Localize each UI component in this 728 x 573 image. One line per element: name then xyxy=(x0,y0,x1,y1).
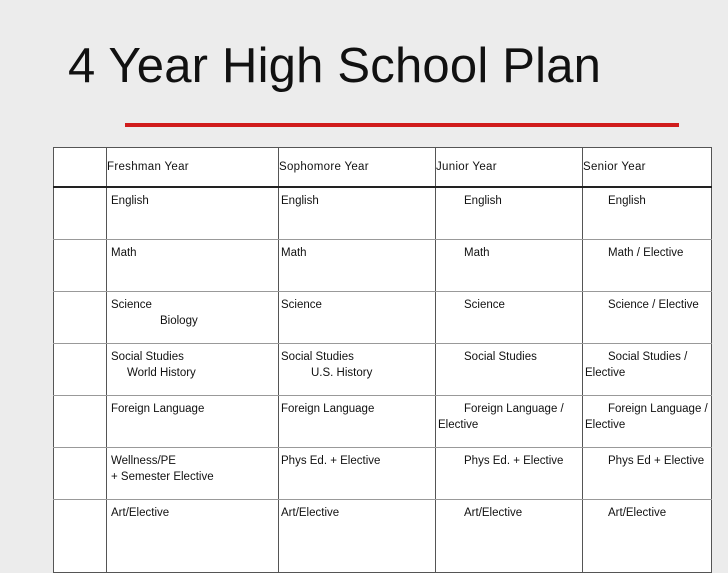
cell-text: Science xyxy=(111,299,152,311)
sophomore-cell xyxy=(279,292,436,344)
header-sophomore-year: Sophomore Year xyxy=(279,148,436,188)
sophomore-cell xyxy=(279,448,436,500)
title-underline xyxy=(125,123,679,127)
cell-text: Math xyxy=(281,247,307,259)
junior-cell xyxy=(436,344,583,396)
cell-text: English xyxy=(281,195,319,207)
table-row xyxy=(54,396,712,448)
freshman-cell xyxy=(107,240,279,292)
freshman-cell xyxy=(107,448,279,500)
row-spacer-cell xyxy=(54,344,107,396)
cell-text: Math xyxy=(111,247,137,259)
cell-text: Math xyxy=(464,247,490,259)
cell-text: Art/Elective xyxy=(464,507,523,519)
cell-subtext: Elective xyxy=(438,419,479,431)
cell-text: Wellness/PE xyxy=(111,455,176,467)
cell-subtext: World History xyxy=(127,367,196,379)
cell-text: Math / Elective xyxy=(608,247,684,259)
cell-text: Art/Elective xyxy=(281,507,340,519)
cell-text: Science xyxy=(464,299,505,311)
cell-text: Phys Ed. + Elective xyxy=(281,455,381,467)
cell-subtext: Elective xyxy=(585,367,626,379)
cell-subtext: + Semester Elective xyxy=(111,471,214,483)
sophomore-cell xyxy=(279,396,436,448)
junior-cell xyxy=(436,187,583,240)
cell-text: English xyxy=(608,195,646,207)
freshman-cell xyxy=(107,292,279,344)
freshman-cell xyxy=(107,344,279,396)
row-spacer-cell xyxy=(54,292,107,344)
table-header-row xyxy=(54,148,712,188)
cell-subtext: Biology xyxy=(160,315,198,327)
header-freshman-year: Freshman Year xyxy=(107,148,279,188)
header-junior-year: Junior Year xyxy=(436,148,583,188)
junior-cell xyxy=(436,448,583,500)
cell-text: Social Studies xyxy=(111,351,184,363)
cell-text: Phys Ed. + Elective xyxy=(464,455,564,467)
cell-text: Science / Elective xyxy=(608,299,699,311)
senior-cell xyxy=(583,187,712,240)
sophomore-cell xyxy=(279,240,436,292)
sophomore-cell xyxy=(279,187,436,240)
cell-text: Foreign Language xyxy=(281,403,375,415)
table-row xyxy=(54,240,712,292)
table-row xyxy=(54,344,712,396)
cell-text: English xyxy=(464,195,502,207)
cell-text: Art/Elective xyxy=(608,507,667,519)
freshman-cell xyxy=(107,500,279,573)
senior-cell xyxy=(583,292,712,344)
table-row xyxy=(54,292,712,344)
table-row xyxy=(54,187,712,240)
cell-text: Foreign Language / xyxy=(608,403,708,415)
cell-text: English xyxy=(111,195,149,207)
freshman-cell xyxy=(107,396,279,448)
cell-text: Social Studies / xyxy=(608,351,688,363)
row-label-spacer xyxy=(54,148,107,188)
freshman-cell xyxy=(107,187,279,240)
cell-text: Foreign Language xyxy=(111,403,205,415)
page-title: 4 Year High School Plan xyxy=(68,39,602,93)
senior-cell xyxy=(583,344,712,396)
junior-cell xyxy=(436,292,583,344)
cell-text: Social Studies xyxy=(464,351,537,363)
cell-text: Art/Elective xyxy=(111,507,170,519)
junior-cell xyxy=(436,500,583,573)
row-spacer-cell xyxy=(54,240,107,292)
junior-cell xyxy=(436,396,583,448)
cell-text: Social Studies xyxy=(281,351,354,363)
table-row xyxy=(54,500,712,573)
table-row xyxy=(54,448,712,500)
senior-cell xyxy=(583,448,712,500)
cell-text: Phys Ed + Elective xyxy=(608,455,705,467)
row-spacer-cell xyxy=(54,500,107,573)
senior-cell xyxy=(583,396,712,448)
cell-subtext: Elective xyxy=(585,419,626,431)
row-spacer-cell xyxy=(54,448,107,500)
cell-text: Foreign Language / xyxy=(464,403,564,415)
row-spacer-cell xyxy=(54,396,107,448)
senior-cell xyxy=(583,240,712,292)
header-senior-year: Senior Year xyxy=(583,148,712,188)
sophomore-cell xyxy=(279,344,436,396)
sophomore-cell xyxy=(279,500,436,573)
four-year-plan-table xyxy=(53,147,712,573)
cell-subtext: U.S. History xyxy=(311,367,373,379)
junior-cell xyxy=(436,240,583,292)
senior-cell xyxy=(583,500,712,573)
cell-text: Science xyxy=(281,299,322,311)
row-spacer-cell xyxy=(54,187,107,240)
